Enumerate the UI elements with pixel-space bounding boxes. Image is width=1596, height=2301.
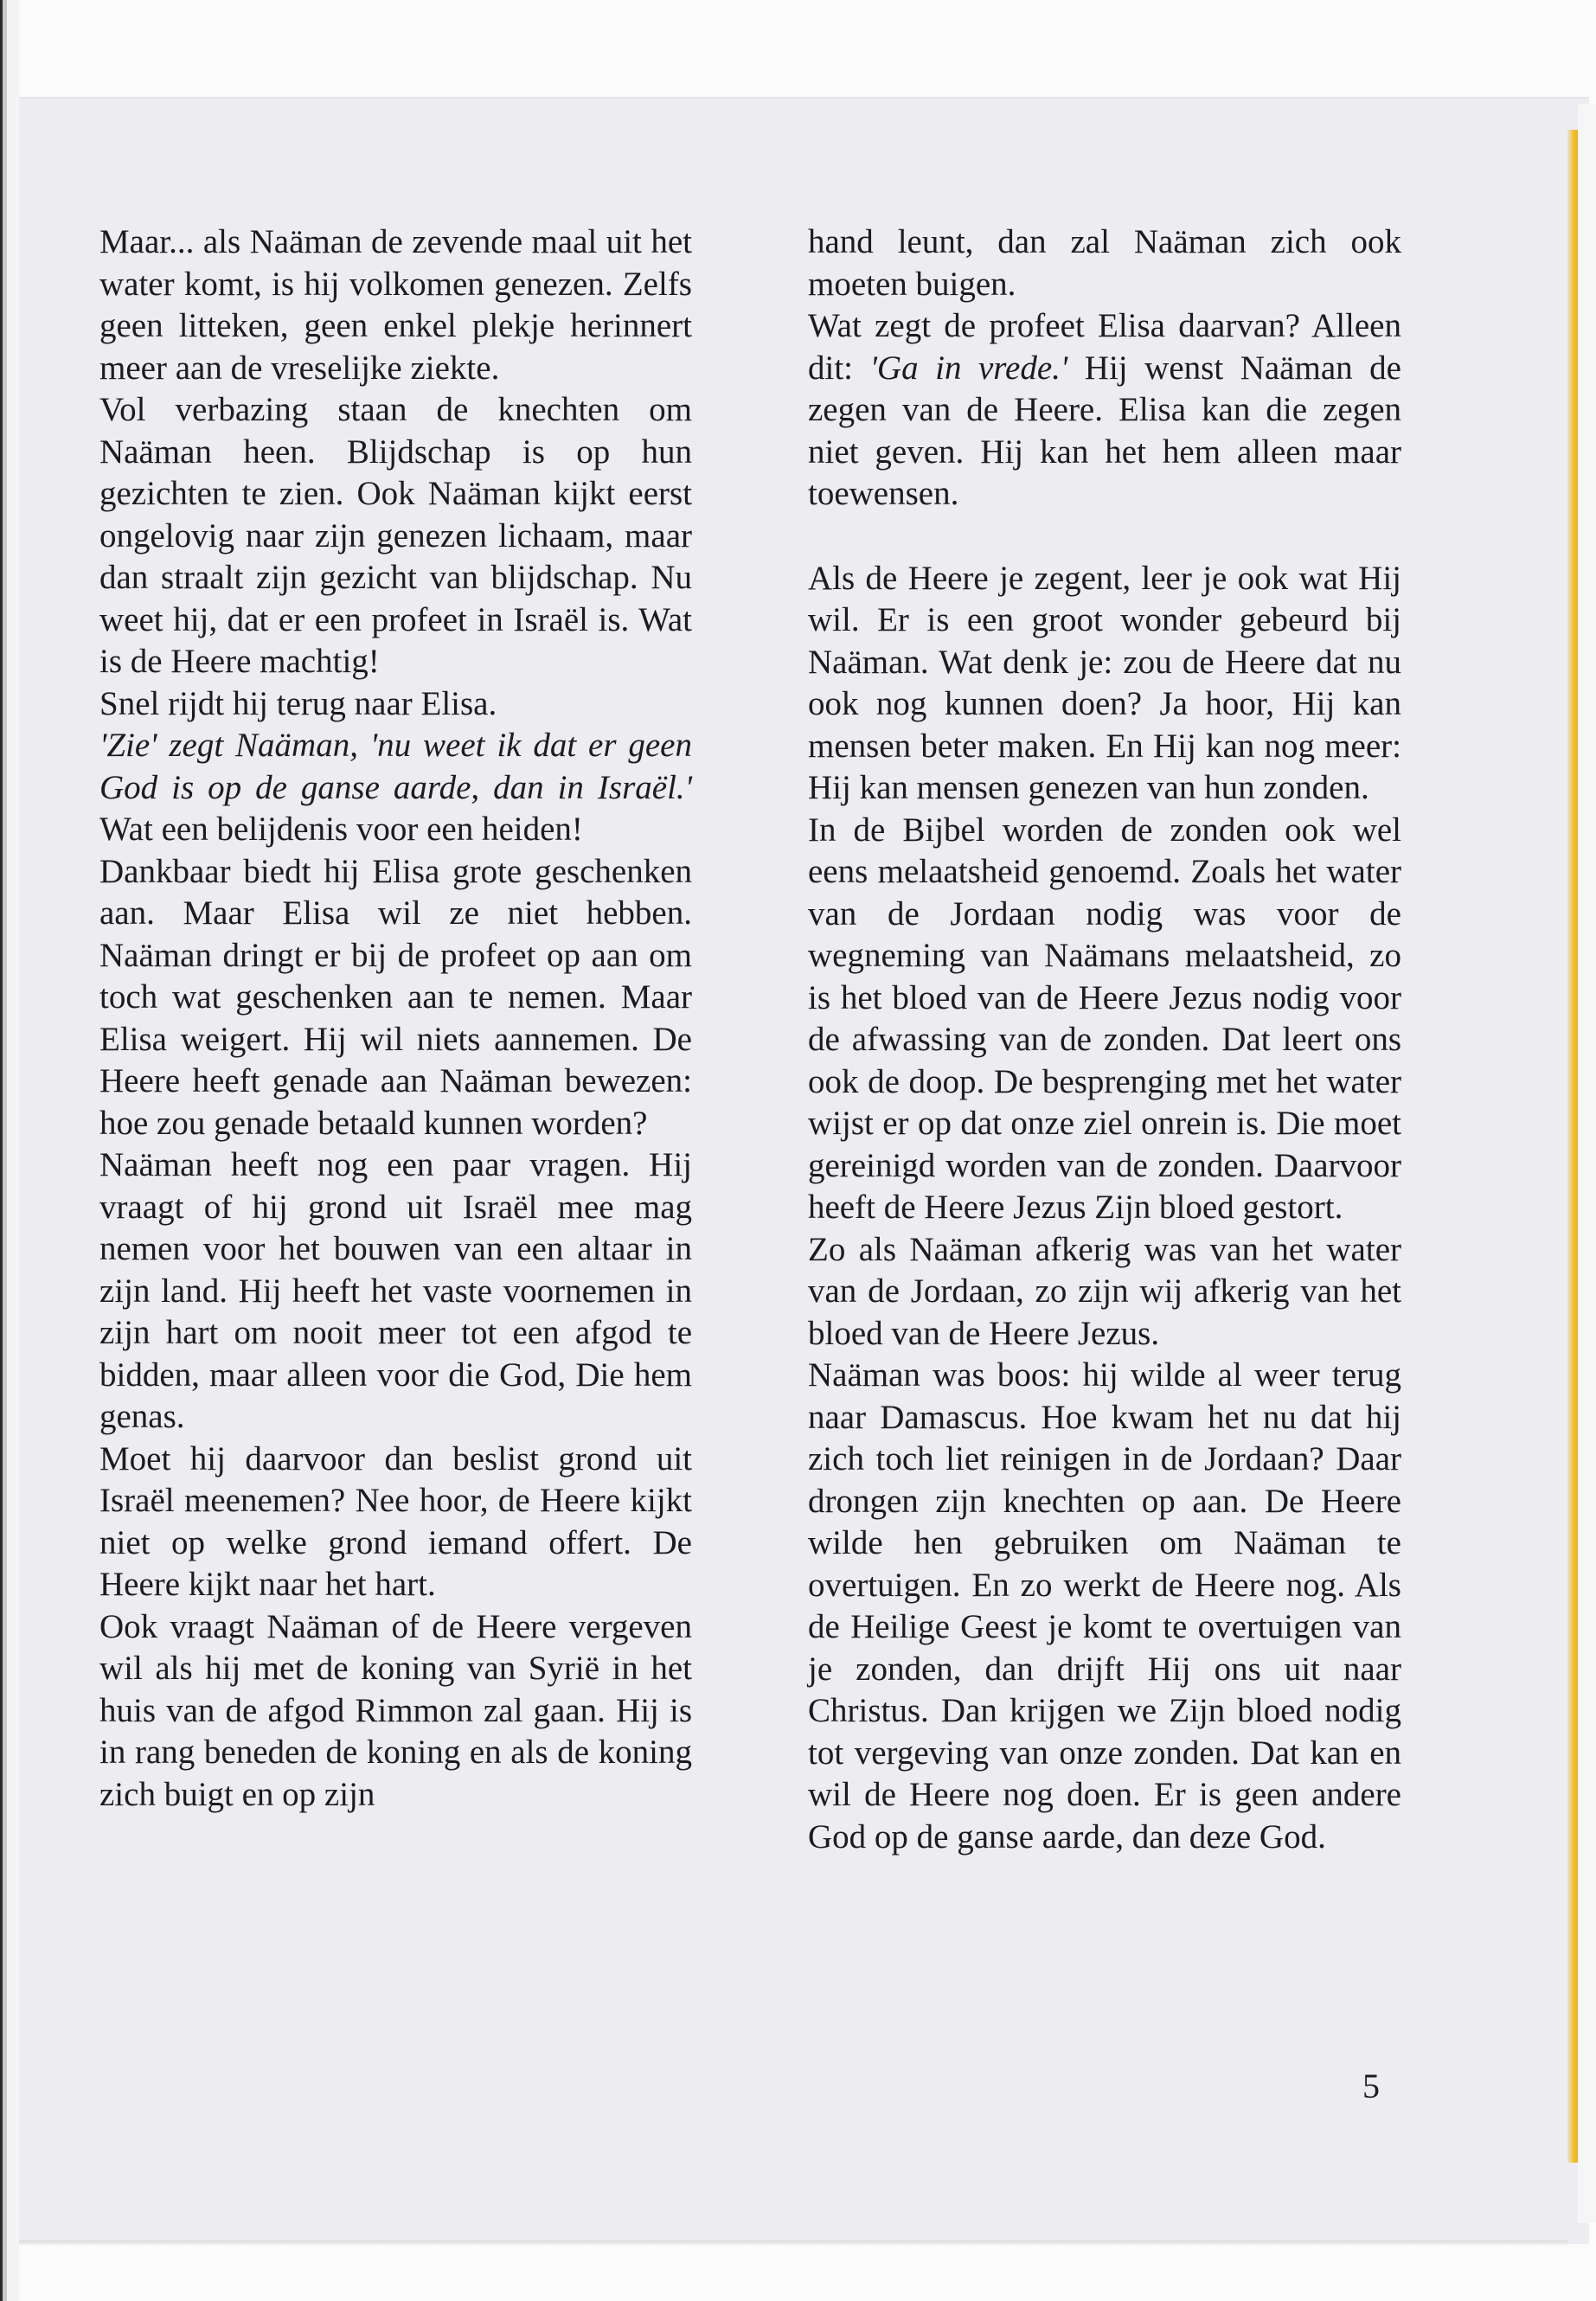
paragraph: Maar... als Naäman de zevende maal uit het water komt, is hij volkomen genezen. Zelfs geen litteken, geen enkel plekje herinnert meer aan de vreselijke ziekte. <box>99 223 692 387</box>
paragraph: Moet hij daarvoor dan beslist grond uit Israël meenemen? Nee hoor, de Heere kijkt niet op welke grond iemand offert. De Heere kijkt naar het hart. <box>99 1439 692 1603</box>
page-number: 5 <box>1362 2067 1380 2106</box>
quote-text: 'Zie' zegt Naäman, 'nu weet ik dat er geen God is op de ganse aarde, dan in Israël.' <box>99 727 692 806</box>
paragraph <box>808 305 1401 516</box>
paragraph-text: Hij wenst Naäman de zegen van de Heere. Elisa kan die zegen niet geven. Hij kan het hem alleen maar toewensen. <box>808 349 1401 512</box>
paragraph: Zo als Naäman afkerig was van het water van de Jordaan, zo zijn wij afkerig van het bloed van de Heere Jezus. <box>808 1230 1401 1352</box>
paragraph: Naäman heeft nog een paar vragen. Hij vraagt of hij grond uit Israël mee mag nemen voor het bouwen van een altaar in zijn land. Hij heeft het vaste voornemen in zijn hart om nooit meer tot een afgod te bidden, maar alleen voor die God, Die hem genas. <box>99 1146 692 1435</box>
paragraph: Dankbaar biedt hij Elisa grote geschenken aan. Maar Elisa wil ze niet hebben. Naäman dringt er bij de profeet op aan om toch wat geschenken aan te nemen. Maar Elisa weigert. Hij wil niets aannemen. De Heere heeft genade aan Naäman bewezen: hoe zou genade betaald kunnen worden? <box>99 852 692 1142</box>
paragraph: Als de Heere je zegent, leer je ook wat Hij wil. Er is een groot wonder gebeurd bij Naäman. Wat denk je: zou de Heere dat nu ook nog kunnen doen? Ja hoor, Hij kan mensen beter maken. En Hij kan nog meer: Hij kan mensen genezen van hun zonden. <box>808 559 1401 806</box>
paragraph-text: Wat een belijdenis voor een heiden! <box>99 811 583 848</box>
paragraph: Vol verbazing staan de knechten om Naäman heen. Blijdschap is op hun gezichten te zien. Ook Naäman kijkt eerst ongelovig naar zijn genezen lichaam, maar dan straalt zijn gezicht van blijdschap. Nu weet hij, dat er een profeet in Israël is. Wat is de Heere machtig! <box>99 391 692 680</box>
page-bottom-shadow <box>19 2240 1567 2246</box>
paragraph <box>99 725 692 851</box>
paragraph: Ook vraagt Naäman of de Heere vergeven wil als hij met de koning van Syrië in het huis van de afgod Rimmon zal gaan. Hij is in rang beneden de koning en als de koning zich buigt en op zijn <box>99 1607 692 1813</box>
book-binding <box>0 0 19 2301</box>
paragraph: Snel rijdt hij terug naar Elisa. <box>99 684 497 722</box>
quote-text: 'Ga in vrede.' <box>869 349 1068 387</box>
paragraph: hand leunt, dan zal Naäman zich ook moeten buigen. <box>808 223 1401 303</box>
page-edge-margin <box>1578 104 1596 2223</box>
paragraph-text: Wat zegt de profeet Elisa daarvan? Alleen dit: <box>808 307 1401 387</box>
left-column <box>99 221 692 1816</box>
paragraph: In de Bijbel worden de zonden ook wel eens melaatsheid genoemd. Zoals het water van de Jordaan nodig was voor de wegneming van Naämans melaatsheid, zo is het bloed van de Heere Jezus nodig voor de afwassing van de zonden. Dat leert ons ook de doop. De besprenging met het water wijst er op dat onze ziel onrein is. Die moet gereinigd worden van de zonden. Daarvoor heeft de Heere Jezus Zijn bloed gestort. <box>808 811 1401 1226</box>
right-column <box>808 221 1401 1858</box>
paragraph: Naäman was boos: hij wilde al weer terug naar Damascus. Hoe kwam het nu dat hij zich toch liet reinigen in de Jordaan? Daar drongen zijn knechten op aan. De Heere wilde hen gebruiken om Naäman te overtuigen. En zo werkt de Heere nog. Als de Heilige Geest je komt te overtuigen van je zonden, dan drijft Hij ons uit naar Christus. Dan krijgen we Zijn bloed nodig tot vergeving van onze zonden. Dat kan en wil de Heere nog doen. Er is geen andere God op de ganse aarde, dan deze God. <box>808 1356 1401 1856</box>
page-edge-yellow <box>1567 130 1578 2163</box>
